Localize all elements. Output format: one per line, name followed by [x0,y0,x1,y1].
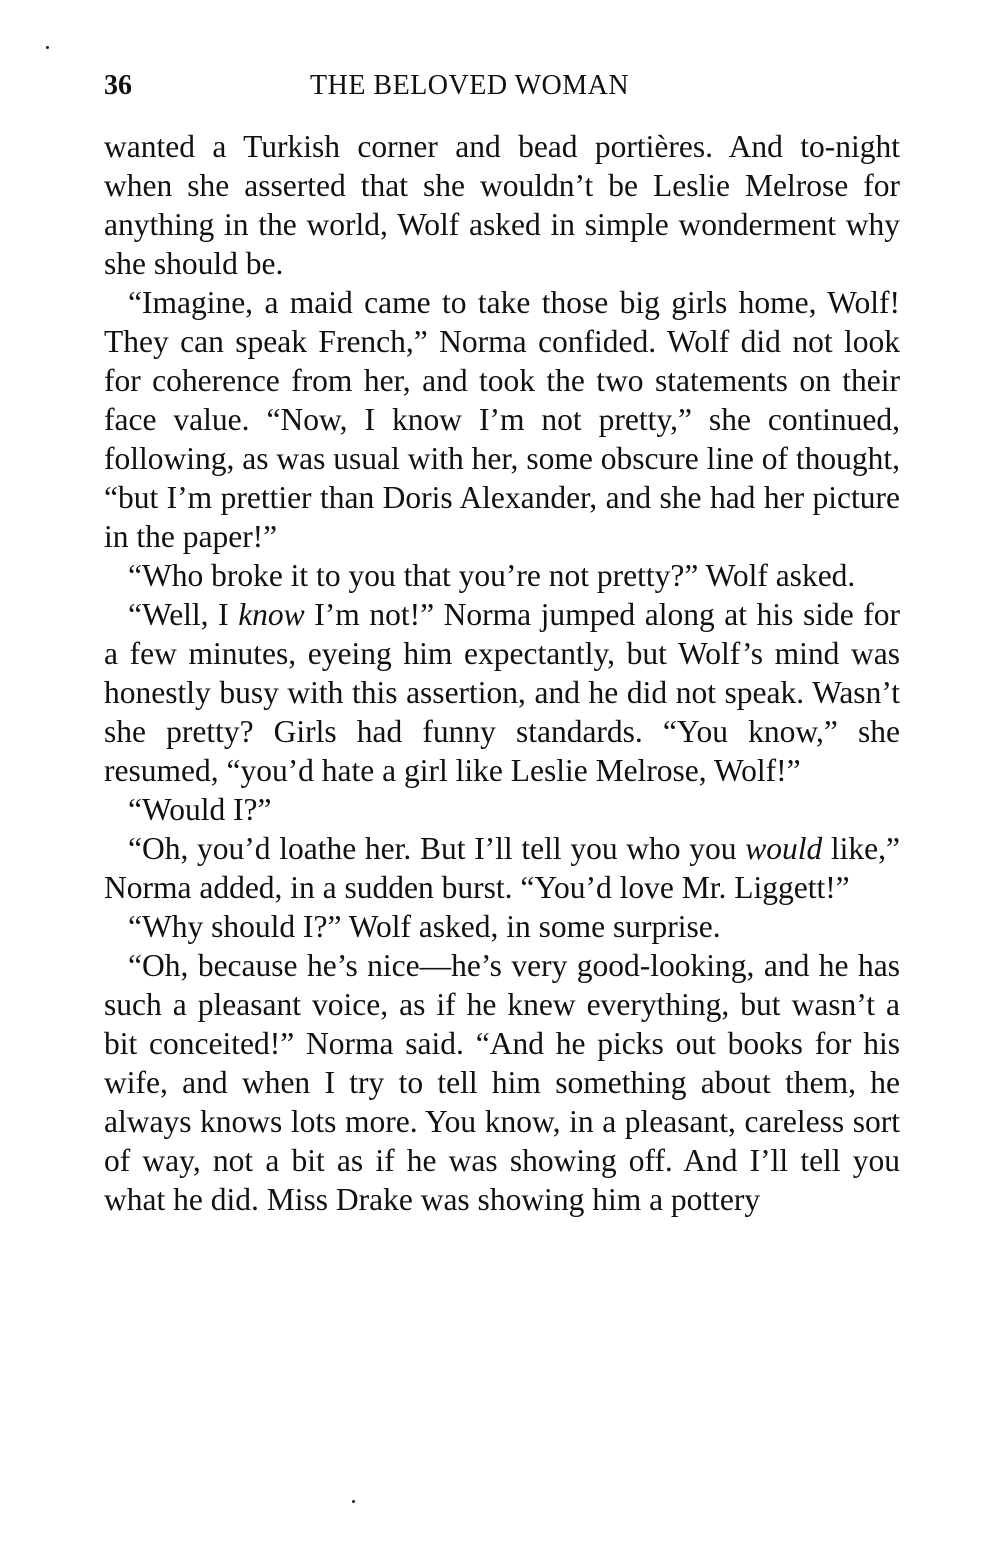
paragraph-8: “Oh, because he’s nice—he’s very good-looking, and he has such a pleasant voice, as if he knew everything, but wasn’t a bit conceited!” Norma said. “And he picks out books for his wife, and when I try to tell him something about them, he always knows lots more. You know, in a pleasant, careless sort of way, not a bit as if he was showing off. And I’ll tell you what he did. Miss Drake was showing him a pottery [104,948,900,1217]
paragraph-6 [104,829,900,907]
running-title: THE BELOVED WOMAN [310,70,630,101]
body-text [104,127,900,1219]
paragraph-6-part-a: “Oh, you’d loathe her. But I’ll tell you who you [128,831,746,866]
paragraph-4-part-b: I’m not!” Norma jumped along at his side for a few minutes, eyeing him expectantly, but Wolf’s mind was honestly busy with this assertion, and he did not speak. Wasn’t she pretty? Girls had funny standards. “You know,” she resumed, “you’d hate a girl like Leslie Melrose, Wolf!” [104,597,900,788]
paragraph-3: “Who broke it to you that you’re not pretty?” Wolf asked. [128,558,856,593]
paragraph-6-part-b: like,” Norma added, in a sudden burst. “You’d love Mr. Liggett!” [104,831,900,905]
page-header [104,70,900,110]
paragraph-4 [104,595,900,790]
scan-speck [352,1500,355,1503]
paragraph-6-emphasis: would [745,831,823,866]
paragraph-4-part-a: “Well, I [128,597,239,632]
paragraph-5: “Would I?” [128,792,272,827]
paragraph-4-emphasis: know [238,597,305,632]
scan-speck [46,46,49,49]
paragraph-7: “Why should I?” Wolf asked, in some surprise. [128,909,721,944]
paragraph-1: wanted a Turkish corner and bead portières. And to-night when she asserted that she wouldn’t be Leslie Melrose for anything in the world, Wolf asked in simple wonderment why she should be. [104,129,900,281]
paragraph-2: “Imagine, a maid came to take those big girls home, Wolf! They can speak French,” Norma confided. Wolf did not look for coherence from her, and took the two statements on their face value. “Now, I know I’m not pretty,” she continued, following, as was usual with her, some obscure line of thought, “but I’m prettier than Doris Alexander, and she had her picture in the paper!” [104,285,900,554]
page-number: 36 [104,70,132,101]
